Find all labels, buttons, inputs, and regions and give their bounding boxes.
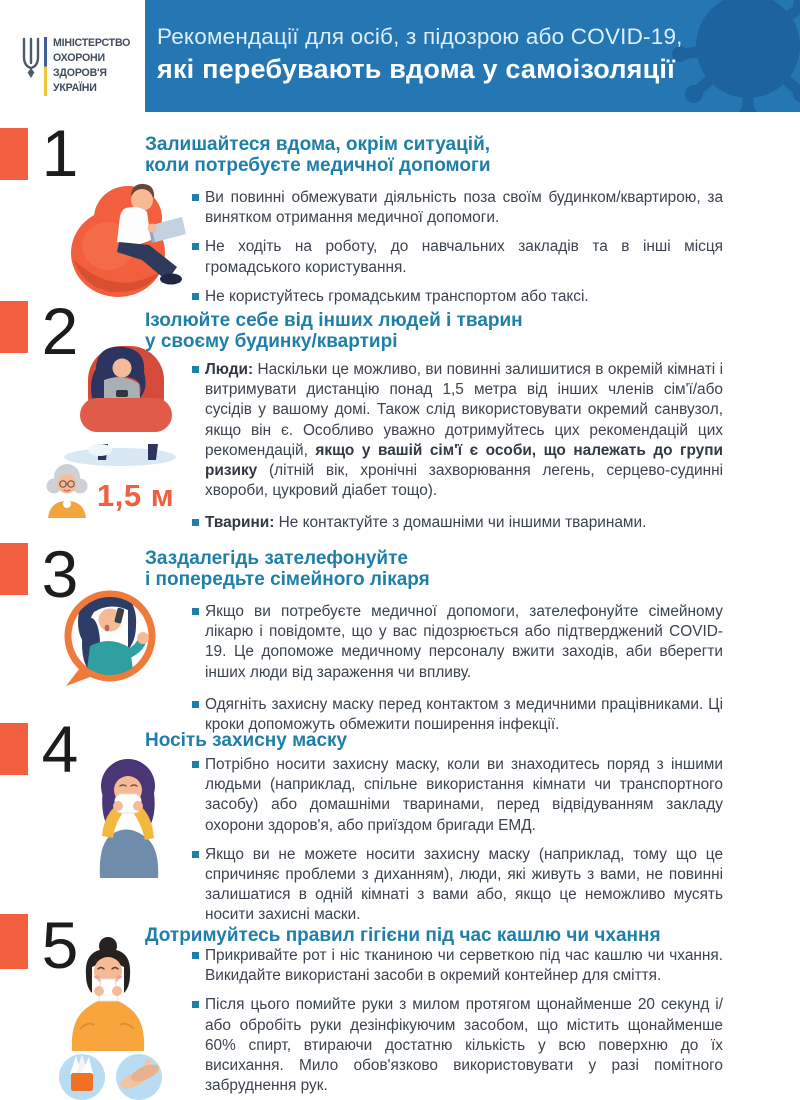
bullet-square-icon [192, 366, 199, 373]
washing-hands-icon [116, 1054, 162, 1100]
distance-label: 1,5 м [97, 478, 175, 513]
bullet-item: Не користуйтесь громадським транспортом або таксі. [205, 287, 723, 307]
heading-line: Заздалегідь зателефонуйте [145, 548, 408, 569]
bullet-square-icon [192, 851, 199, 858]
heading-line: коли потребуєте медичної допомоги [145, 154, 491, 176]
bullet-square-icon [192, 194, 199, 201]
poster-title-line2: які перебувають вдома у самоізоляції [157, 54, 675, 84]
section-heading [145, 549, 430, 590]
woman-mask-illustration [82, 752, 177, 880]
bullet-square-icon [192, 519, 199, 526]
elderly-woman-icon [36, 460, 98, 518]
bullet-square-icon [192, 761, 199, 768]
section-bullets [205, 946, 723, 1100]
bullet-square-icon [192, 952, 199, 959]
bullet-square-icon [192, 243, 199, 250]
section-number: 4 [41, 712, 79, 786]
section-heading [145, 926, 661, 947]
bullet-square-icon [192, 608, 199, 615]
poster-title-line1: Рекомендації для осіб, з підозрою або COVID-19, [157, 24, 683, 49]
ministry-line: УКРАЇНИ [53, 82, 97, 94]
section-accent-bar [0, 301, 28, 353]
section-number: 3 [41, 537, 79, 611]
bullet-item: Не ходіть на роботу, до навчальних закладів та в інші місця громадського користування. [205, 237, 723, 277]
ministry-line: МІНІСТЕРСТВО [53, 37, 131, 49]
ministry-line: ОХОРОНИ [53, 52, 105, 64]
ministry-logo [0, 0, 145, 112]
bullet-item: Ви повинні обмежувати діяльність поза своїм будинком/квартирою, за винятком отримання медичної допомоги. [205, 188, 723, 228]
flag-divider [44, 37, 47, 96]
section-heading [145, 731, 347, 752]
ministry-line: ЗДОРОВ'Я [53, 67, 107, 79]
heading-line: Залишайтеся вдома, окрім ситуацій, [145, 134, 491, 155]
woman-phone-bubble-illustration [50, 578, 168, 696]
section-accent-bar [0, 914, 28, 969]
section-number: 2 [41, 294, 79, 368]
ministry-name [53, 36, 130, 96]
heading-line: Носіть захисну маску [145, 730, 348, 751]
man-laptop-illustration [56, 148, 201, 298]
hygiene-icons [56, 1050, 166, 1100]
bullet-item: Прикривайте рот і ніс тканиною чи серветкою під час кашлю чи чхання. Викидайте використані засоби в окремий контейнер для сміття. [205, 946, 723, 986]
section-bullets [205, 755, 723, 935]
bullet-item: Люди: Наскільки це можливо, ви повинні залишитися в окремій кімнаті і витримувати дистанцію понад 1,5 метра від інших членів сім'ї/або сусідів у вашому домі. Також слід використовувати окремий санвузол, якщо він є. Особливо уважно дотримуйтесь цих рекомендацій цих рекомендацій, якщо у вашій сім'ї є особи, що належать до групи ризику (літній вік, хронічні захворювання легень, серцево-судинні хвороби, цукровий діабет тощо). [205, 360, 723, 501]
section-accent-bar [0, 543, 28, 595]
woman-armchair-illustration [52, 338, 192, 468]
section-bullets [205, 602, 723, 744]
bullet-item: Якщо ви потребуєте медичної допомоги, зателефонуйте сімейному лікарю і повідомте, що у вас підозрюється або підтверджений COVID-19. Це допоможе медичному персоналу вжити заходів, аби вберегти інших люди від зараження чи впливу. [205, 602, 723, 683]
woman-sneezing-illustration [60, 933, 155, 1051]
heading-line: Дотримуйтесь правил гігієни під час кашлю чи чхання [145, 925, 661, 946]
bullet-square-icon [192, 1001, 199, 1008]
bullet-item: Тварини: Не контактуйте з домашніми чи іншими тваринами. [205, 513, 723, 533]
heading-line: Ізолюйте себе від інших людей і тварин [145, 310, 523, 331]
section-number: 5 [41, 908, 79, 982]
section-bullets [205, 360, 723, 543]
bullet-item: Одягніть захисну маску перед контактом з медичними працівниками. Ці кроки допоможуть обмежити поширення інфекції. [205, 695, 723, 735]
section-accent-bar [0, 128, 28, 180]
header-banner [145, 0, 800, 112]
bullet-square-icon [192, 701, 199, 708]
bullet-item: Після цього помийте руки з милом протягом щонайменше 20 секунд і/або обробіть руки дезінфікуючим засобом, що містить щонайменше 60% спирт, втираючи достатню кількість у всю поверхню до їх висихання. Мило обов'язково використовувати у разі помітного забруднення рук. [205, 995, 723, 1096]
bullet-item: Потрібно носити захисну маску, коли ви знаходитесь поряд з іншими людьми (наприклад, спільне використання кімнати чи транспортного засобу) або домашніми тваринами, перед відвідуванням закладу охорони здоров'я, або приїздом бригади ЕМД. [205, 755, 723, 836]
heading-line: і попередьте сімейного лікаря [145, 568, 430, 590]
section-bullets [205, 188, 723, 316]
tissue-box-icon [59, 1054, 105, 1100]
section-accent-bar [0, 723, 28, 775]
heading-line: у своєму будинку/квартирі [145, 330, 398, 352]
trident-emblem-icon [19, 35, 43, 83]
bullet-item: Якщо ви не можете носити захисну маску (наприклад, тому що це спричиняє проблеми з диханням), люди, які живуть з вами, не повинні залишатися в одній кімнаті з вами або, якщо це неможливо мусять носити захисні маски. [205, 845, 723, 926]
section-heading [145, 311, 523, 352]
bullet-square-icon [192, 293, 199, 300]
section-number: 1 [41, 116, 79, 190]
